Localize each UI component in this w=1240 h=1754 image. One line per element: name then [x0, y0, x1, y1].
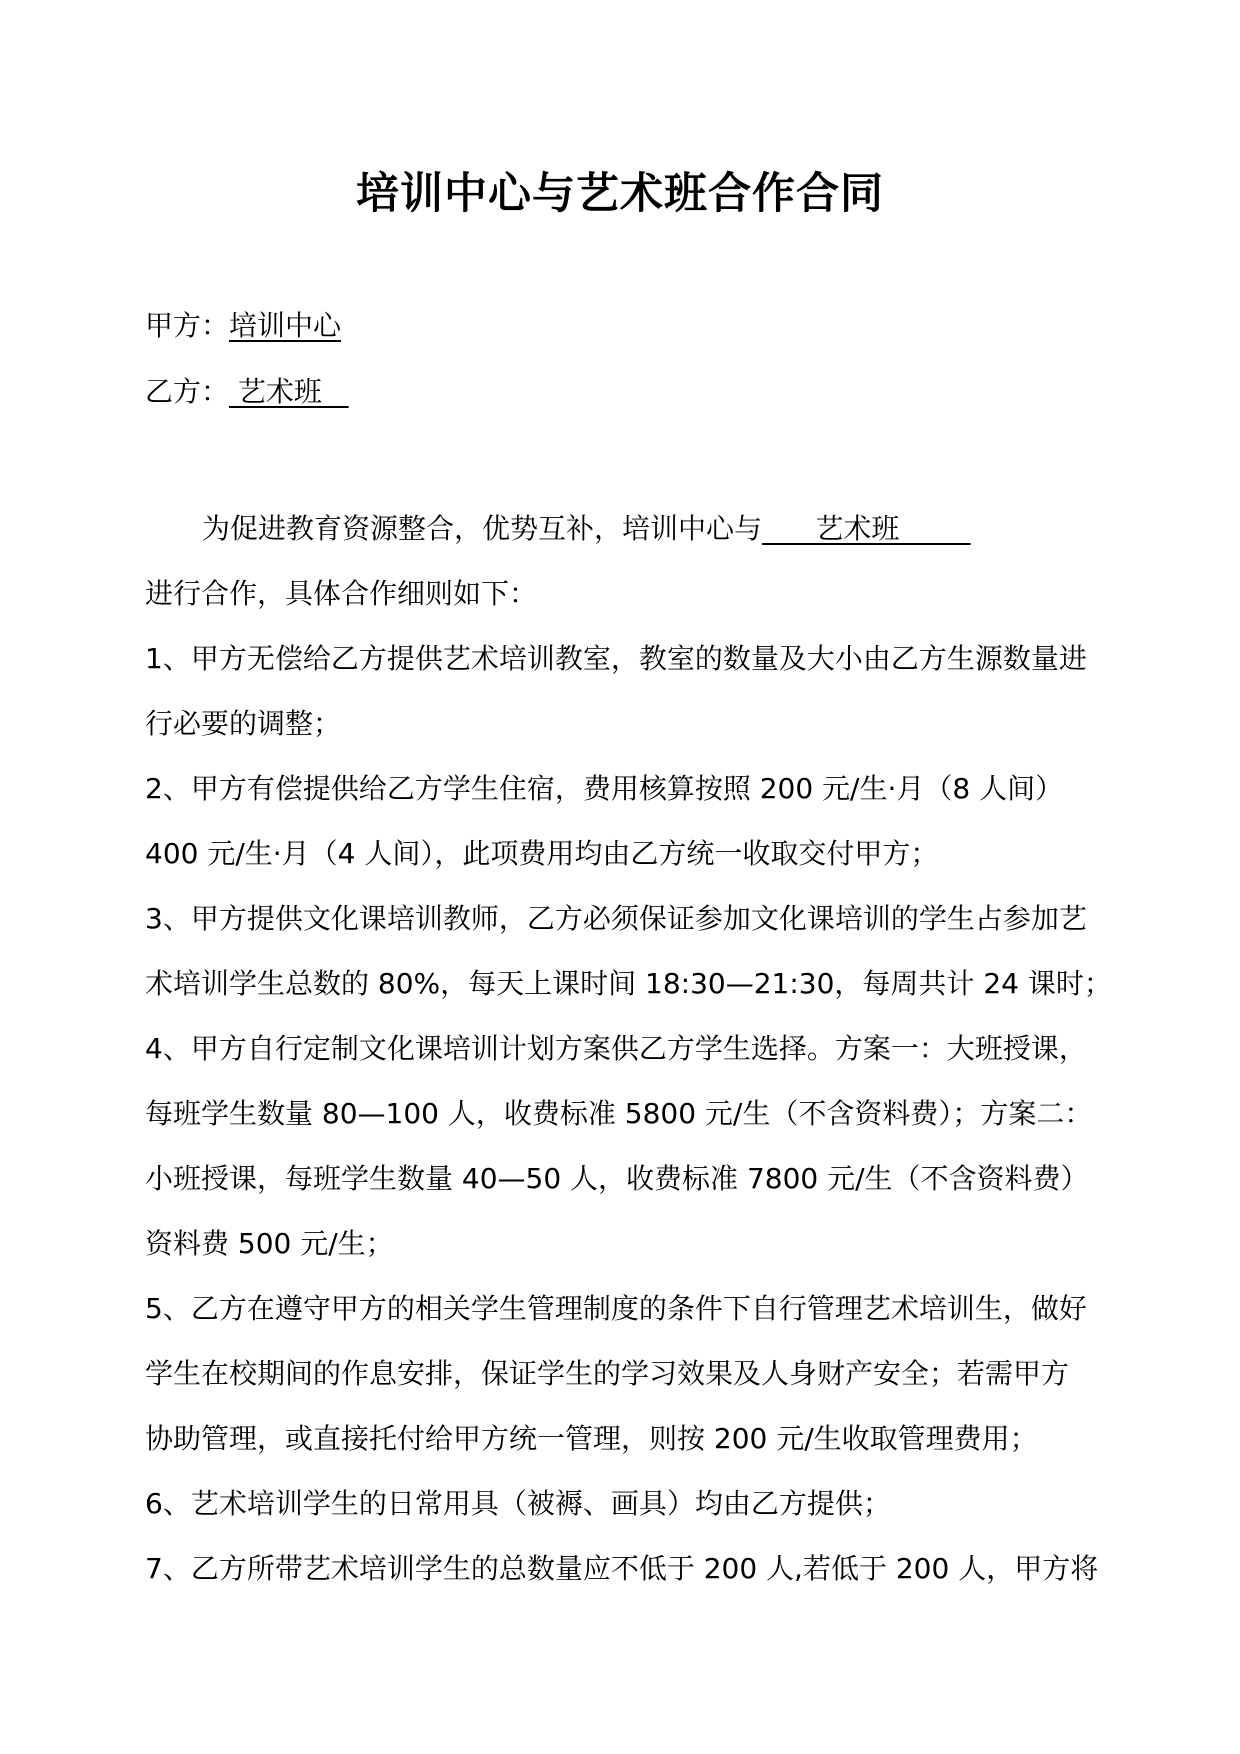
- clause-5-line-1: 5、乙方在遵守甲方的相关学生管理制度的条件下自行管理艺术培训生，做好: [145, 1292, 1087, 1325]
- clause-3-line-1: 3、甲方提供文化课培训教师，乙方必须保证参加文化课培训的学生占参加艺: [145, 902, 1087, 935]
- intro-blank-value: 艺术班: [762, 512, 971, 545]
- clause-5-line-3: 协助管理，或直接托付给甲方统一管理，则按 200 元/生收取管理费用；: [145, 1422, 1038, 1455]
- document-title: 培训中心与艺术班合作合同: [356, 169, 884, 219]
- clause-4-line-1: 4、甲方自行定制文化课培训计划方案供乙方学生选择。方案一：大班授课，: [145, 1032, 1087, 1065]
- clause-1-line-1: 1、甲方无偿给乙方提供艺术培训教室，教室的数量及大小由乙方生源数量进: [145, 642, 1087, 675]
- clause-2-line-1: 2、甲方有偿提供给乙方学生住宿，费用核算按照 200 元/生·月（8 人间）: [145, 772, 1064, 805]
- clause-3-line-2: 术培训学生总数的 80%，每天上课时间 18:30—21:30，每周共计 24 课时；: [145, 967, 1112, 1000]
- party-b-value: 艺术班: [229, 375, 349, 408]
- clause-6-line-1: 6、艺术培训学生的日常用具（被褥、画具）均由乙方提供；: [145, 1487, 891, 1520]
- intro-continuation: 进行合作，具体合作细则如下：: [145, 577, 538, 610]
- contract-body: [145, 496, 1145, 1601]
- clause-4-line-3: 小班授课，每班学生数量 40—50 人，收费标准 7800 元/生（不含资料费）: [145, 1162, 1089, 1195]
- party-a-line: [145, 306, 341, 346]
- party-b-line: [145, 372, 349, 412]
- clause-4-line-4: 资料费 500 元/生；: [145, 1227, 394, 1260]
- clause-7-line-1: 7、乙方所带艺术培训学生的总数量应不低于 200 人,若低于 200 人，甲方将: [145, 1552, 1099, 1585]
- intro-text: 为促进教育资源整合，优势互补，培训中心与: [202, 512, 763, 545]
- clause-1-line-2: 行必要的调整；: [145, 707, 342, 740]
- clause-4-line-2: 每班学生数量 80—100 人，收费标准 5800 元/生（不含资料费）；方案二：: [145, 1097, 1093, 1130]
- party-b-label: 乙方：: [145, 375, 230, 408]
- intro-line: [145, 496, 1145, 561]
- party-a-value: 培训中心: [229, 309, 342, 342]
- clause-5-line-2: 学生在校期间的作息安排，保证学生的学习效果及人身财产安全；若需甲方: [145, 1357, 1070, 1390]
- clause-2-line-2: 400 元/生·月（4 人间），此项费用均由乙方统一收取交付甲方；: [145, 837, 939, 870]
- party-a-label: 甲方：: [145, 309, 230, 342]
